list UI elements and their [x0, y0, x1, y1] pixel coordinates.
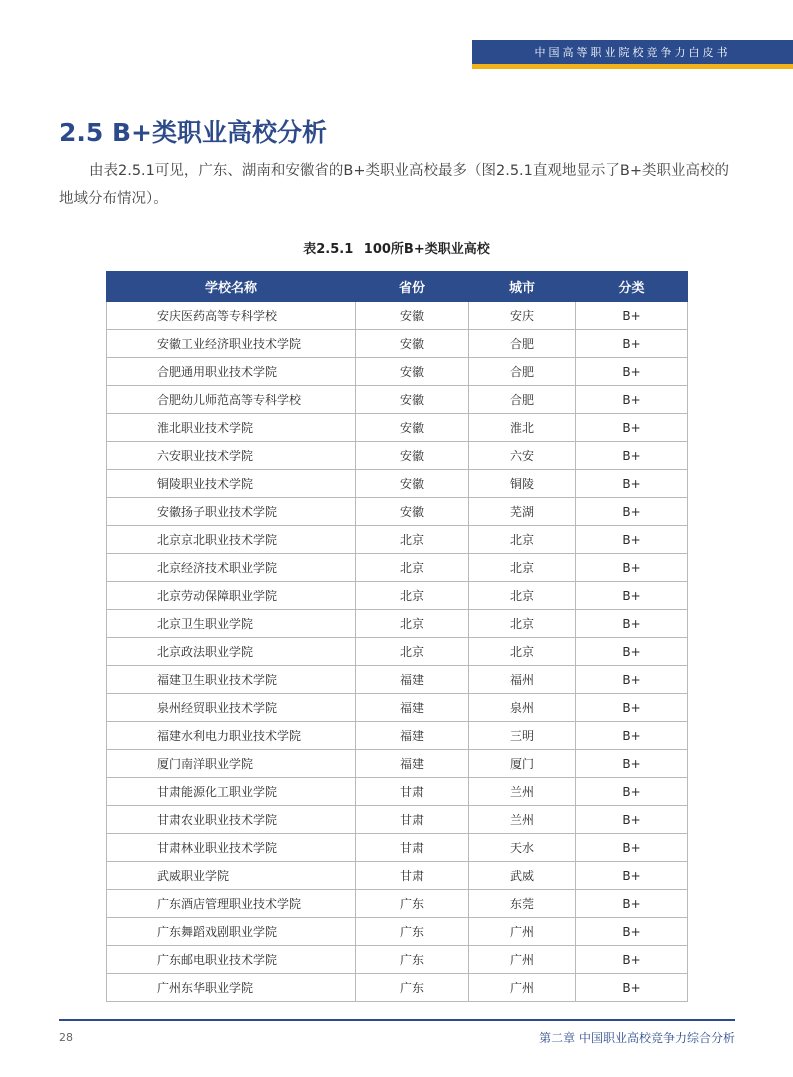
header-province: 省份 — [356, 272, 469, 302]
school-name-cell: 安徽工业经济职业技术学院 — [107, 330, 356, 358]
category-cell: B+ — [576, 498, 688, 526]
city-cell: 北京 — [469, 638, 576, 666]
province-cell: 广东 — [356, 918, 469, 946]
province-cell: 安徽 — [356, 498, 469, 526]
table-row — [107, 722, 688, 750]
city-cell: 合肥 — [469, 358, 576, 386]
school-name-cell: 福建水利电力职业技术学院 — [107, 722, 356, 750]
school-name-cell: 合肥幼儿师范高等专科学校 — [107, 386, 356, 414]
city-cell: 北京 — [469, 526, 576, 554]
province-cell: 广东 — [356, 974, 469, 1002]
school-name-cell: 甘肃林业职业技术学院 — [107, 834, 356, 862]
header-banner — [472, 40, 793, 64]
table-row — [107, 610, 688, 638]
footer-divider — [59, 1019, 735, 1021]
category-cell: B+ — [576, 610, 688, 638]
city-cell: 广州 — [469, 918, 576, 946]
table-row — [107, 386, 688, 414]
province-cell: 北京 — [356, 582, 469, 610]
table-row — [107, 302, 688, 330]
header-category: 分类 — [576, 272, 688, 302]
city-cell: 合肥 — [469, 386, 576, 414]
city-cell: 厦门 — [469, 750, 576, 778]
category-cell: B+ — [576, 638, 688, 666]
province-cell: 福建 — [356, 694, 469, 722]
province-cell: 安徽 — [356, 442, 469, 470]
city-cell: 合肥 — [469, 330, 576, 358]
province-cell: 安徽 — [356, 470, 469, 498]
city-cell: 兰州 — [469, 778, 576, 806]
city-cell: 北京 — [469, 610, 576, 638]
table-row — [107, 666, 688, 694]
city-cell: 武威 — [469, 862, 576, 890]
school-name-cell: 厦门南洋职业学院 — [107, 750, 356, 778]
city-cell: 铜陵 — [469, 470, 576, 498]
table-row — [107, 974, 688, 1002]
category-cell: B+ — [576, 834, 688, 862]
table-row — [107, 526, 688, 554]
table-row — [107, 554, 688, 582]
school-name-cell: 泉州经贸职业技术学院 — [107, 694, 356, 722]
table-row — [107, 918, 688, 946]
table-row — [107, 862, 688, 890]
school-name-cell: 广州东华职业学院 — [107, 974, 356, 1002]
school-name-cell: 北京京北职业技术学院 — [107, 526, 356, 554]
school-name-cell: 铜陵职业技术学院 — [107, 470, 356, 498]
table-caption: 表2.5.1 100所B+类职业高校 — [303, 242, 490, 257]
school-name-cell: 北京政法职业学院 — [107, 638, 356, 666]
city-cell: 兰州 — [469, 806, 576, 834]
province-cell: 安徽 — [356, 414, 469, 442]
city-cell: 广州 — [469, 974, 576, 1002]
header-city: 城市 — [469, 272, 576, 302]
city-cell: 安庆 — [469, 302, 576, 330]
category-cell: B+ — [576, 666, 688, 694]
category-cell: B+ — [576, 470, 688, 498]
school-name-cell: 淮北职业技术学院 — [107, 414, 356, 442]
city-cell: 北京 — [469, 554, 576, 582]
category-cell: B+ — [576, 526, 688, 554]
header-banner-text: 中国高等职业院校竞争力白皮书 — [534, 46, 731, 59]
category-cell: B+ — [576, 554, 688, 582]
schools-table — [106, 271, 688, 1002]
school-name-cell: 甘肃能源化工职业学院 — [107, 778, 356, 806]
province-cell: 北京 — [356, 554, 469, 582]
header-accent-stripe — [472, 64, 793, 69]
province-cell: 安徽 — [356, 302, 469, 330]
province-cell: 甘肃 — [356, 862, 469, 890]
category-cell: B+ — [576, 302, 688, 330]
school-name-cell: 六安职业技术学院 — [107, 442, 356, 470]
school-name-cell: 福建卫生职业技术学院 — [107, 666, 356, 694]
table-row — [107, 442, 688, 470]
table-row — [107, 750, 688, 778]
category-cell: B+ — [576, 414, 688, 442]
school-name-cell: 北京经济技术职业学院 — [107, 554, 356, 582]
city-cell: 淮北 — [469, 414, 576, 442]
city-cell: 福州 — [469, 666, 576, 694]
province-cell: 甘肃 — [356, 806, 469, 834]
table-row — [107, 890, 688, 918]
province-cell: 安徽 — [356, 358, 469, 386]
table-row — [107, 694, 688, 722]
category-cell: B+ — [576, 358, 688, 386]
header-school-name: 学校名称 — [107, 272, 356, 302]
page-number: 28 — [59, 1031, 73, 1044]
category-cell: B+ — [576, 386, 688, 414]
province-cell: 北京 — [356, 638, 469, 666]
city-cell: 芜湖 — [469, 498, 576, 526]
school-name-cell: 安徽扬子职业技术学院 — [107, 498, 356, 526]
school-name-cell: 广东邮电职业技术学院 — [107, 946, 356, 974]
school-name-cell: 合肥通用职业技术学院 — [107, 358, 356, 386]
table-row — [107, 470, 688, 498]
category-cell: B+ — [576, 890, 688, 918]
school-name-cell: 广东酒店管理职业技术学院 — [107, 890, 356, 918]
province-cell: 福建 — [356, 666, 469, 694]
table-row — [107, 946, 688, 974]
province-cell: 广东 — [356, 890, 469, 918]
category-cell: B+ — [576, 750, 688, 778]
chapter-title: 第二章 中国职业高校竞争力综合分析 — [539, 1031, 735, 1045]
school-name-cell: 安庆医药高等专科学校 — [107, 302, 356, 330]
city-cell: 六安 — [469, 442, 576, 470]
table-row — [107, 330, 688, 358]
city-cell: 泉州 — [469, 694, 576, 722]
school-name-cell: 广东舞蹈戏剧职业学院 — [107, 918, 356, 946]
table-row — [107, 806, 688, 834]
province-cell: 福建 — [356, 722, 469, 750]
school-name-cell: 武威职业学院 — [107, 862, 356, 890]
province-cell: 安徽 — [356, 386, 469, 414]
category-cell: B+ — [576, 778, 688, 806]
category-cell: B+ — [576, 330, 688, 358]
category-cell: B+ — [576, 806, 688, 834]
city-cell: 广州 — [469, 946, 576, 974]
category-cell: B+ — [576, 918, 688, 946]
section-title: 2.5 B+类职业高校分析 — [59, 118, 327, 147]
category-cell: B+ — [576, 582, 688, 610]
province-cell: 福建 — [356, 750, 469, 778]
category-cell: B+ — [576, 946, 688, 974]
table-row — [107, 778, 688, 806]
province-cell: 甘肃 — [356, 778, 469, 806]
school-name-cell: 北京卫生职业学院 — [107, 610, 356, 638]
school-name-cell: 甘肃农业职业技术学院 — [107, 806, 356, 834]
school-name-cell: 北京劳动保障职业学院 — [107, 582, 356, 610]
intro-paragraph: 由表2.5.1可见，广东、湖南和安徽省的B+类职业高校最多（图2.5.1直观地显示了B+类职业高校的地域分布情况）。 — [59, 163, 729, 207]
table-row — [107, 638, 688, 666]
category-cell: B+ — [576, 862, 688, 890]
province-cell: 北京 — [356, 610, 469, 638]
table-row — [107, 834, 688, 862]
province-cell: 甘肃 — [356, 834, 469, 862]
category-cell: B+ — [576, 694, 688, 722]
city-cell: 东莞 — [469, 890, 576, 918]
province-cell: 安徽 — [356, 330, 469, 358]
category-cell: B+ — [576, 974, 688, 1002]
table-header-row — [107, 272, 688, 302]
province-cell: 北京 — [356, 526, 469, 554]
category-cell: B+ — [576, 442, 688, 470]
table-row — [107, 414, 688, 442]
city-cell: 三明 — [469, 722, 576, 750]
table-row — [107, 498, 688, 526]
table-row — [107, 582, 688, 610]
city-cell: 天水 — [469, 834, 576, 862]
province-cell: 广东 — [356, 946, 469, 974]
table-body — [107, 302, 688, 1002]
table-row — [107, 358, 688, 386]
city-cell: 北京 — [469, 582, 576, 610]
category-cell: B+ — [576, 722, 688, 750]
